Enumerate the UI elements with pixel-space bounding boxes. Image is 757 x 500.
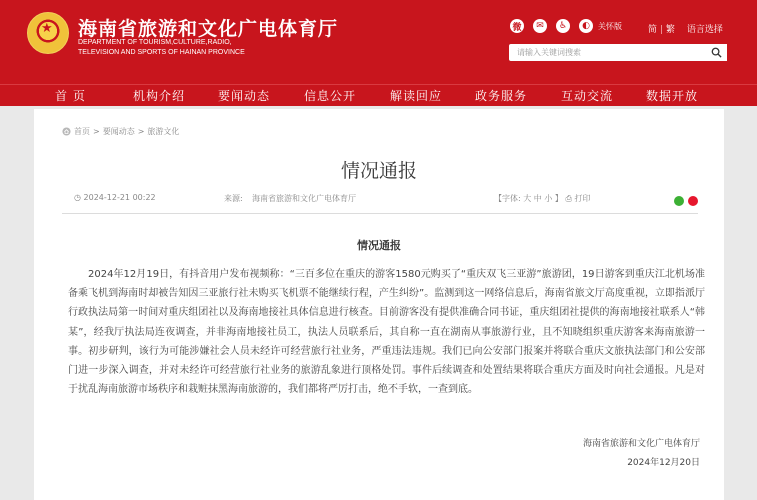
site-header: [0, 0, 757, 84]
home-icon: [62, 127, 71, 136]
article-meta: [74, 193, 702, 207]
print-link[interactable]: 打印: [574, 194, 591, 203]
nav-home[interactable]: 首 页: [55, 89, 86, 103]
top-toolbar: [510, 18, 622, 34]
nav-interaction[interactable]: 互动交流: [561, 89, 614, 103]
source-label: 来源:: [224, 194, 243, 203]
signature-date: 2024年12月20日: [627, 458, 700, 468]
breadcrumb-tourism[interactable]: 旅游文化: [147, 127, 180, 136]
site-subtitle: [78, 38, 245, 58]
font-label: 【字体:: [494, 194, 521, 203]
language-select[interactable]: 语言选择: [686, 25, 723, 35]
language-links: [648, 22, 723, 35]
font-close-bracket: 】: [554, 194, 563, 203]
print-icon[interactable]: ⎙: [565, 194, 572, 203]
nav-interpretation[interactable]: 解读回应: [390, 89, 443, 103]
search-box: [509, 44, 727, 61]
article-card: [34, 109, 724, 500]
nav-services[interactable]: 政务服务: [475, 89, 528, 103]
article-body: 2024年12月19日，有抖音用户发布视频称：“三百多位在重庆的游客1580元购买了“重庆双飞三亚游”旅游团，19日游客到重庆江北机场准备乘飞机到海南时却被告知因三亚旅行社未购买飞机票不能继续行程，产生纠纷”。监测到这一网络信息后，海南省旅文厅高度重视，立即指派厅行政执法局第一时间对重庆组团社以及海南地接社具体信息进行核查。目前游客没有提供准确合同书证，重庆组团社提供的海南地接社联系人“韩某”，经我厅执法局连夜调查，并非海南地接社员工，执法人员联系后，其自称一直在湖南从事旅游行业，且不知晓组织重庆游客来海南旅游一事。初步研判，该行为可能涉嫌社会人员未经许可经营旅行社业务，严重违法违规。我们已向公安部门报案并将联合重庆文旅执法部门和公安部门进一步深入调查，并对未经许可经营旅行社业务的旅游乱象进行顶格处罚。事件后续调查和处置结果将联合重庆方面及时向社会通报。凡是对于扰乱海南旅游市场秩序和栽赃抹黑海南旅游的，我们都将严厉打击，绝不手软，一查到底。: [68, 269, 705, 396]
weibo-icon[interactable]: 微: [510, 19, 524, 33]
breadcrumb-news[interactable]: 要闻动态: [102, 127, 135, 136]
accessibility-icon[interactable]: ♿: [556, 19, 570, 33]
simplified-label: 简: [648, 25, 658, 35]
main-nav: [0, 84, 757, 106]
nav-about[interactable]: 机构介绍: [133, 89, 186, 103]
simplified-link[interactable]: [648, 22, 675, 35]
page-title: 情况通报: [340, 160, 417, 182]
share-buttons: [674, 196, 698, 206]
nav-disclosure[interactable]: 信息公开: [304, 89, 357, 103]
search-icon: [711, 47, 722, 58]
clock-icon: ◷: [74, 193, 81, 202]
traditional-label: 繁: [665, 25, 675, 35]
site-subtitle-line2: TELEVISION AND SPORTS OF HAINAN PROVINCE: [78, 49, 245, 56]
nav-open-data[interactable]: 数据开放: [646, 89, 699, 103]
site-title[interactable]: 海南省旅游和文化广电体育厅: [78, 18, 339, 40]
breadcrumb-home[interactable]: 首页: [74, 127, 90, 136]
weibo-share-icon[interactable]: [688, 196, 698, 206]
search-input[interactable]: [509, 44, 705, 61]
care-mode-icon[interactable]: ◐: [579, 19, 593, 33]
care-mode-link[interactable]: 关怀版: [598, 21, 622, 31]
font-medium-button[interactable]: 中: [533, 194, 542, 203]
meta-divider: [62, 213, 698, 214]
font-small-button[interactable]: 小: [544, 194, 553, 203]
nav-news[interactable]: 要闻动态: [218, 89, 271, 103]
source-value: 海南省旅游和文化广电体育厅: [252, 194, 356, 203]
breadcrumb-separator: >: [137, 127, 145, 136]
publish-date-value: 2024-12-21 00:22: [83, 193, 156, 202]
publish-date: [74, 193, 156, 202]
article-heading: 情况通报: [357, 239, 401, 252]
site-subtitle-line1: DEPARTMENT OF TOURISM,CULTURE,RADIO,: [78, 39, 232, 46]
font-size-control: [494, 193, 590, 204]
lang-separator: |: [659, 25, 663, 35]
breadcrumb-separator: >: [93, 127, 100, 136]
search-button[interactable]: [705, 44, 727, 61]
signature-organization: 海南省旅游和文化广电体育厅: [582, 439, 700, 449]
national-emblem-logo[interactable]: [27, 12, 69, 54]
breadcrumb: [62, 126, 179, 137]
wechat-share-icon[interactable]: [674, 196, 684, 206]
wechat-icon[interactable]: ✉: [533, 19, 547, 33]
font-large-button[interactable]: 大: [523, 194, 532, 203]
